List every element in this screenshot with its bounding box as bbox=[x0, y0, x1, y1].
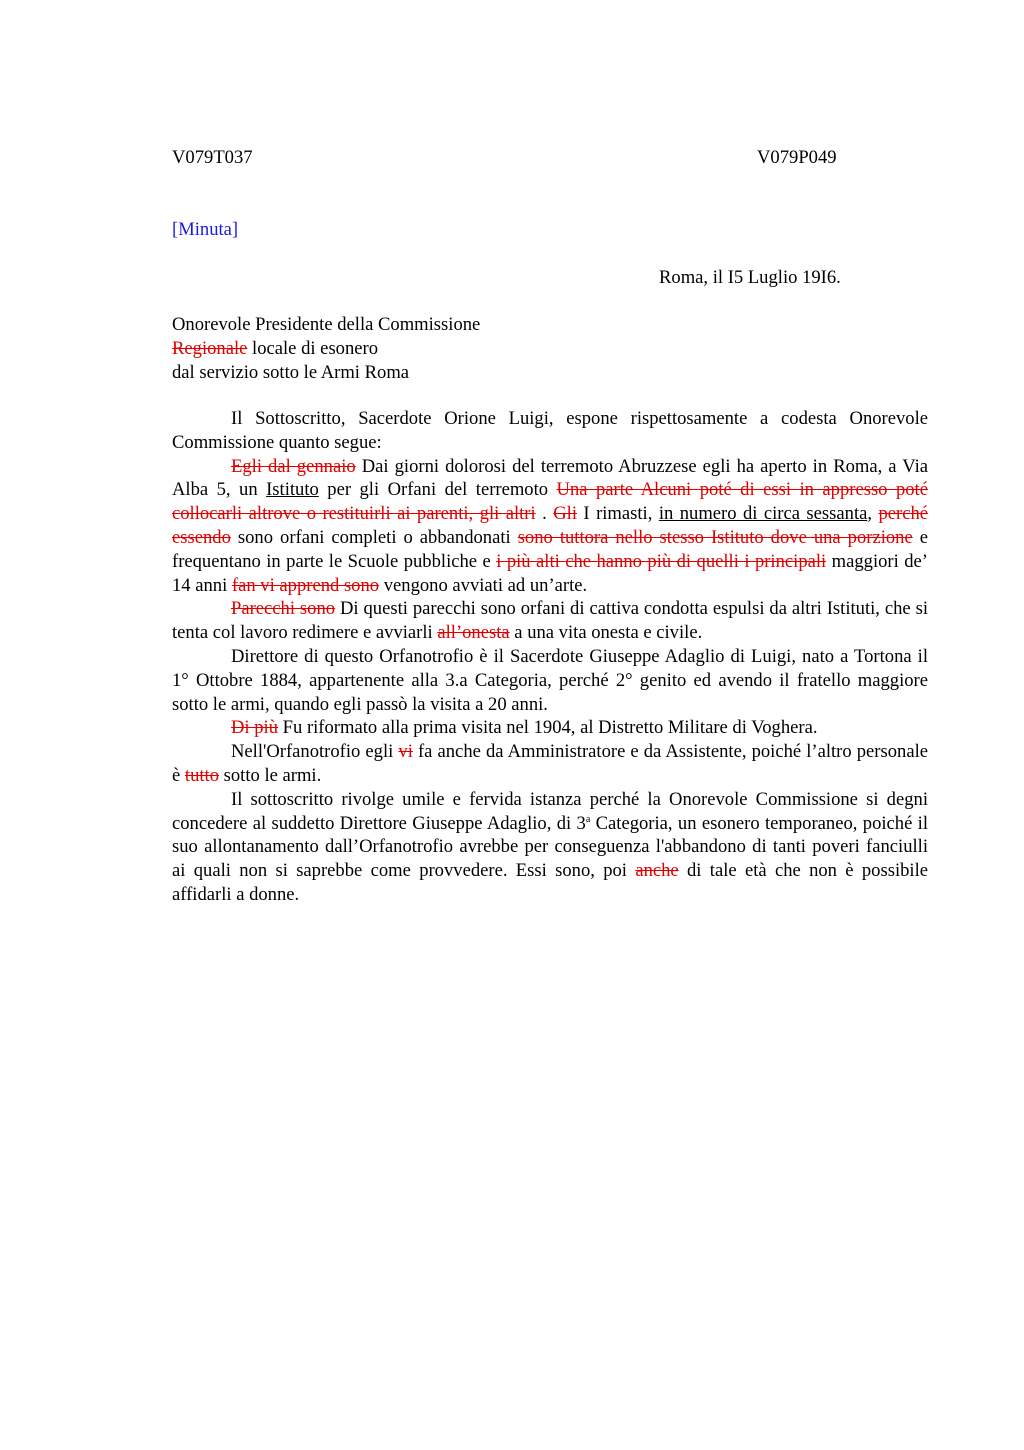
deleted-text: Egli dal gennaio bbox=[231, 455, 356, 477]
letter-body bbox=[172, 407, 928, 907]
address-line-1: Onorevole Presidente della Commissione bbox=[172, 314, 481, 335]
archive-code-left: V079T037 bbox=[172, 147, 253, 168]
paragraph-text: per gli Orfani del terremoto bbox=[318, 479, 557, 501]
deleted-text: Parecchi sono bbox=[231, 598, 336, 620]
paragraph-text: Il sottoscritto rivolge umile e fervida istanza perché la Onorevole Commissione si degni concedere al suddetto Direttore Giuseppe Adaglio, di 3 bbox=[172, 788, 928, 834]
address-line-3: dal servizio sotto le Armi Roma bbox=[172, 361, 410, 383]
paragraph-text: vengono avviati ad un’arte. bbox=[379, 574, 588, 596]
deleted-text: Di più bbox=[231, 717, 279, 739]
deleted-text: anche bbox=[635, 860, 679, 882]
deleted-text: fan vi apprend sono bbox=[231, 574, 380, 596]
paragraph-text: e frequentano in parte le Scuole pubbliche e bbox=[172, 526, 928, 572]
paragraph-text: sono orfani completi o abbandonati bbox=[230, 526, 518, 548]
deleted-text: Gli bbox=[553, 503, 577, 525]
paragraph-text: Categoria, un esonero temporaneo, poiché il suo allontanamento dall’Orfanotrofio avrebbe per conseguenza l'abbandono di tanti poveri fanciulli ai quali non si saprebbe come provvedere. Essi sono, poi bbox=[172, 812, 929, 882]
paragraph-text: a una vita onesta e civile. bbox=[509, 622, 703, 644]
address-line-2-text: locale di esonero bbox=[247, 337, 379, 359]
deleted-text: Una parte Alcuni poté di essi in appresso poté collocarli altrove o restituirli ai parenti, gli altri bbox=[172, 479, 928, 525]
deleted-text: vi bbox=[398, 741, 413, 763]
paragraph-text: Nell'Orfanotrofio egli bbox=[231, 741, 399, 763]
recipient-address bbox=[172, 313, 772, 384]
paragraph-5 bbox=[172, 716, 928, 740]
paragraph-text: I rimasti, bbox=[576, 503, 659, 525]
paragraph-3 bbox=[172, 597, 928, 645]
letter-date: Roma, il I5 Luglio 19I6. bbox=[659, 267, 841, 288]
paragraph-text: di tale età che non è possibile affidarli a donne. bbox=[172, 860, 928, 905]
paragraph-7 bbox=[172, 788, 928, 907]
deleted-text: Regionale bbox=[172, 337, 248, 359]
paragraph-text: . bbox=[535, 503, 554, 525]
paragraph-text: fa anche da Amministratore e da Assistente, poiché l’altro personale è bbox=[172, 741, 928, 786]
underlined-text: in numero di circa sessanta bbox=[658, 503, 868, 525]
paragraph-text: , bbox=[867, 503, 879, 525]
address-line-2 bbox=[172, 337, 772, 361]
deleted-text: sono tuttora nello stesso Istituto dove una porzione bbox=[517, 526, 913, 548]
paragraph-1: Il Sottoscritto, Sacerdote Orione Luigi, espone rispettosamente a codesta Onorevole Commissione quanto segue: bbox=[172, 408, 928, 453]
paragraph-text: Dai giorni dolorosi del terremoto Abruzzese egli ha aperto in Roma, a Via Alba 5, un bbox=[172, 455, 928, 501]
paragraph-text: Di questi parecchi sono orfani di cattiva condotta espulsi da altri Istituti, che si tenta col lavoro redimere e avviarli bbox=[172, 598, 928, 644]
archive-code-right: V079P049 bbox=[757, 147, 837, 168]
paragraph-6 bbox=[172, 740, 928, 788]
deleted-text: perché essendo bbox=[172, 503, 928, 548]
paragraph-4: Direttore di questo Orfanotrofio è il Sacerdote Giuseppe Adaglio di Luigi, nato a Tortona il 1° Ottobre 1884, appartenente alla 3.a Categoria, perché 2° genito ed avendo il fratello maggiore sotto le armi, quando egli passò la visita a 20 anni. bbox=[172, 645, 928, 715]
minuta-label: [Minuta] bbox=[172, 219, 239, 240]
paragraph-text: maggiori de’ 14 anni bbox=[172, 550, 928, 596]
deleted-text: i più alti che hanno più di quelli i principali bbox=[496, 550, 827, 572]
deleted-text: tutto bbox=[184, 764, 219, 786]
superscript-text: a bbox=[585, 813, 591, 825]
deleted-text: all’onesta bbox=[437, 622, 510, 644]
paragraph-text: Fu riformato alla prima visita nel 1904, al Distretto Militare di Voghera. bbox=[278, 717, 818, 739]
paragraph-2 bbox=[172, 455, 928, 598]
paragraph-text: sotto le armi. bbox=[219, 764, 322, 786]
underlined-text: Istituto bbox=[266, 479, 319, 501]
